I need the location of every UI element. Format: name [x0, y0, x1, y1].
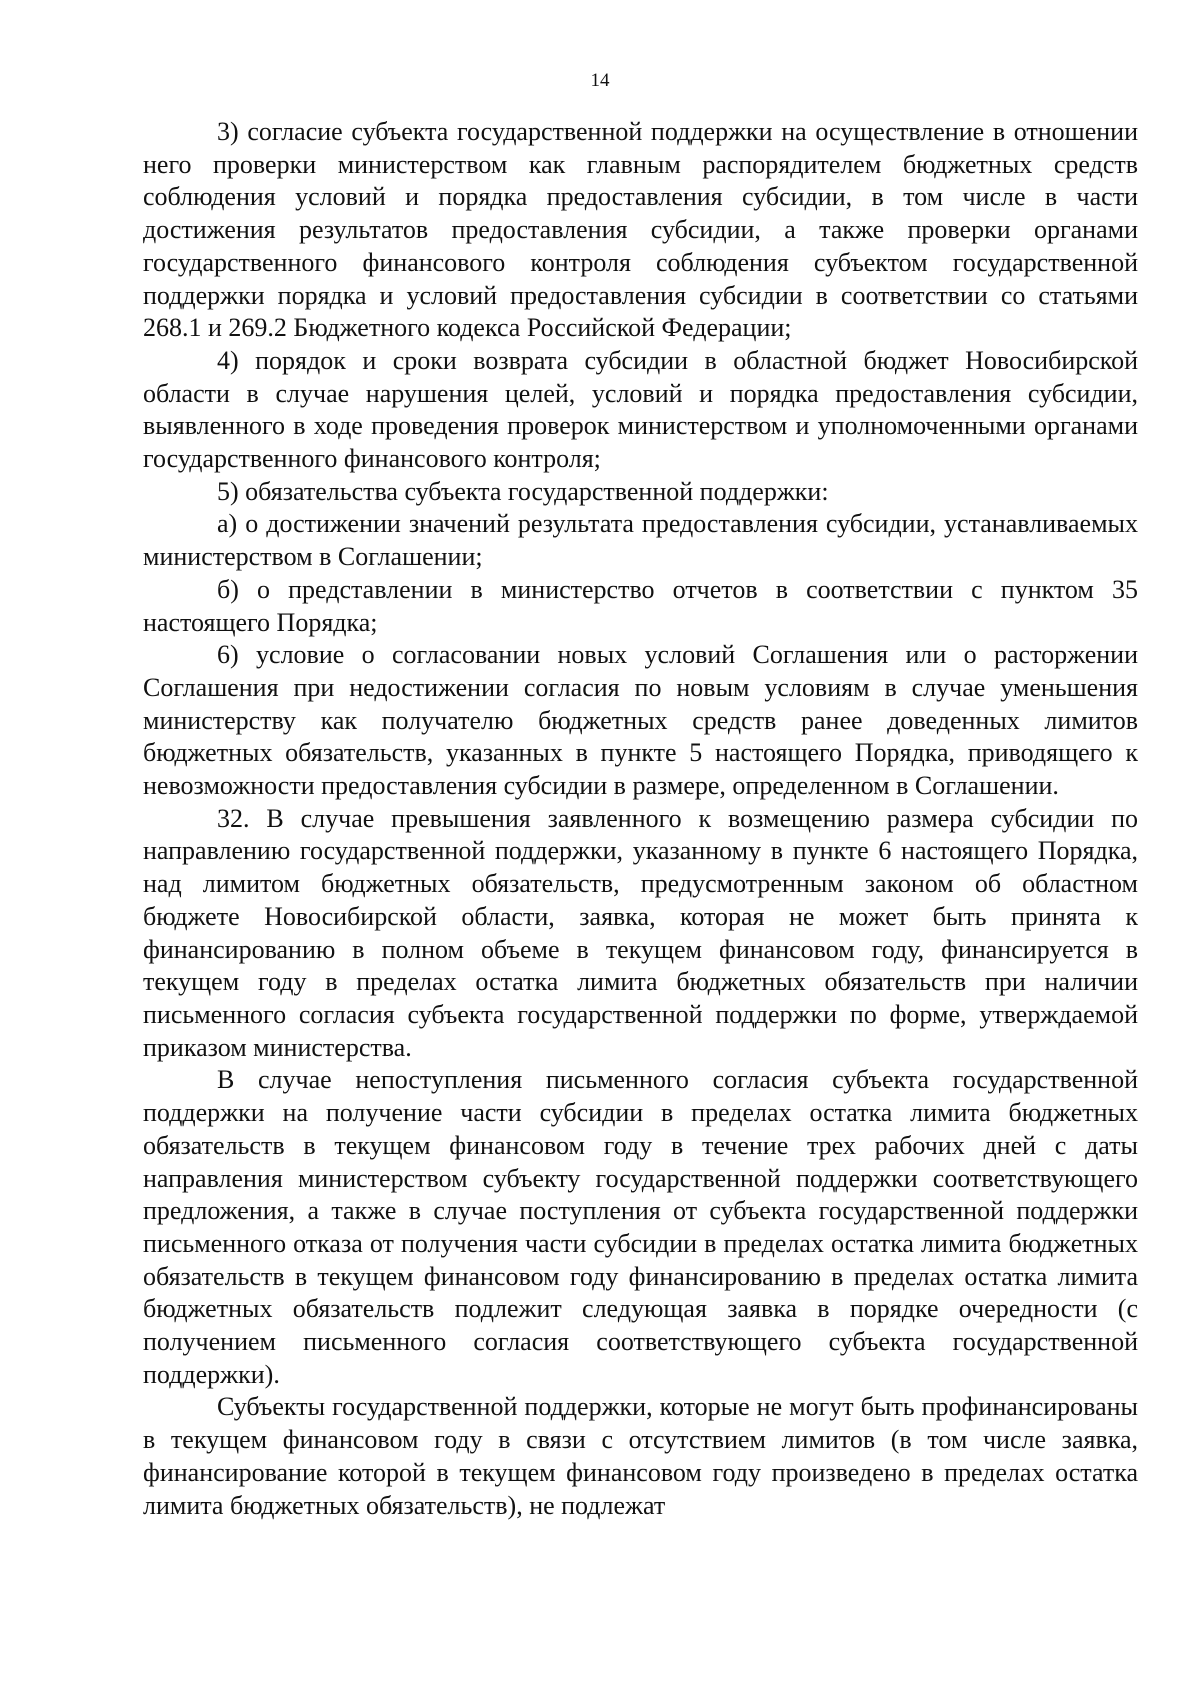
paragraph-non-receipt: В случае непоступления письменного согласия субъекта государственной поддержки на получение части субсидии в пределах остатка лимита бюджетных обязательств в текущем финансовом году в течение трех рабочих дней с даты направления министерством субъекту государственной поддержки соответствующего предложения, а также в случае поступления от субъекта государственной поддержки письменного отказа от получения части субсидии в пределах остатка лимита бюджетных обязательств в текущем финансовом году финансированию в пределах остатка лимита бюджетных обязательств подлежит следующая заявка в порядке очередности (с получением письменного согласия соответствующего субъекта государственной поддержки).: [143, 1065, 1138, 1389]
paragraph-item-5: 5) обязательства субъекта государственной поддержки:: [217, 476, 829, 506]
paragraph-subitem-a: а) о достижении значений результата предоставления субсидии, устанавливаемых министерством в Соглашении;: [143, 509, 1138, 572]
paragraph-subjects: Субъекты государственной поддержки, которые не могут быть профинансированы в текущем финансовом году в связи с отсутствием лимитов (в том числе заявка, финансирование которой в текущем финансовом году произведено в пределах остатка лимита бюджетных обязательств), не подлежат: [143, 1392, 1138, 1520]
paragraph-item-4: 4) порядок и сроки возврата субсидии в областной бюджет Новосибирской области в случае нарушения целей, условий и порядка предоставления субсидии, выявленного в ходе проведения проверок министерством и уполномоченными органами государственного финансового контроля;: [143, 345, 1138, 474]
paragraph-subitem-b: б) о представлении в министерство отчетов в соответствии с пунктом 35 настоящего Порядка;: [143, 574, 1138, 637]
document-body: [143, 116, 1138, 1522]
paragraph-item-3: 3) согласие субъекта государственной поддержки на осуществление в отношении него проверки министерством как главным распорядителем бюджетных средств соблюдения условий и порядка предоставления субсидии, в том числе в части достижения результатов предоставления субсидии, а также проверки органами государственного финансового контроля соблюдения субъектом государственной поддержки порядка и условий предоставления субсидии в соответствии со статьями 268.1 и 269.2 Бюджетного кодекса Российской Федерации;: [143, 117, 1138, 343]
paragraph-clause-32: 32. В случае превышения заявленного к возмещению размера субсидии по направлению государственной поддержки, указанному в пункте 6 настоящего Порядка, над лимитом бюджетных обязательств, предусмотренным законом об областном бюджете Новосибирской области, заявка, которая не может быть принята к финансированию в полном объеме в текущем финансовом году, финансируется в текущем году в пределах остатка лимита бюджетных обязательств при наличии письменного согласия субъекта государственной поддержки по форме, утверждаемой приказом министерства.: [143, 803, 1138, 1062]
paragraph-item-6: 6) условие о согласовании новых условий Соглашения или о расторжении Соглашения при недостижении согласия по новым условиям в случае уменьшения министерству как получателю бюджетных средств ранее доведенных лимитов бюджетных обязательств, указанных в пункте 5 настоящего Порядка, приводящего к невозможности предоставления субсидии в размере, определенном в Соглашении.: [143, 640, 1138, 801]
page-number: 14: [590, 70, 610, 91]
